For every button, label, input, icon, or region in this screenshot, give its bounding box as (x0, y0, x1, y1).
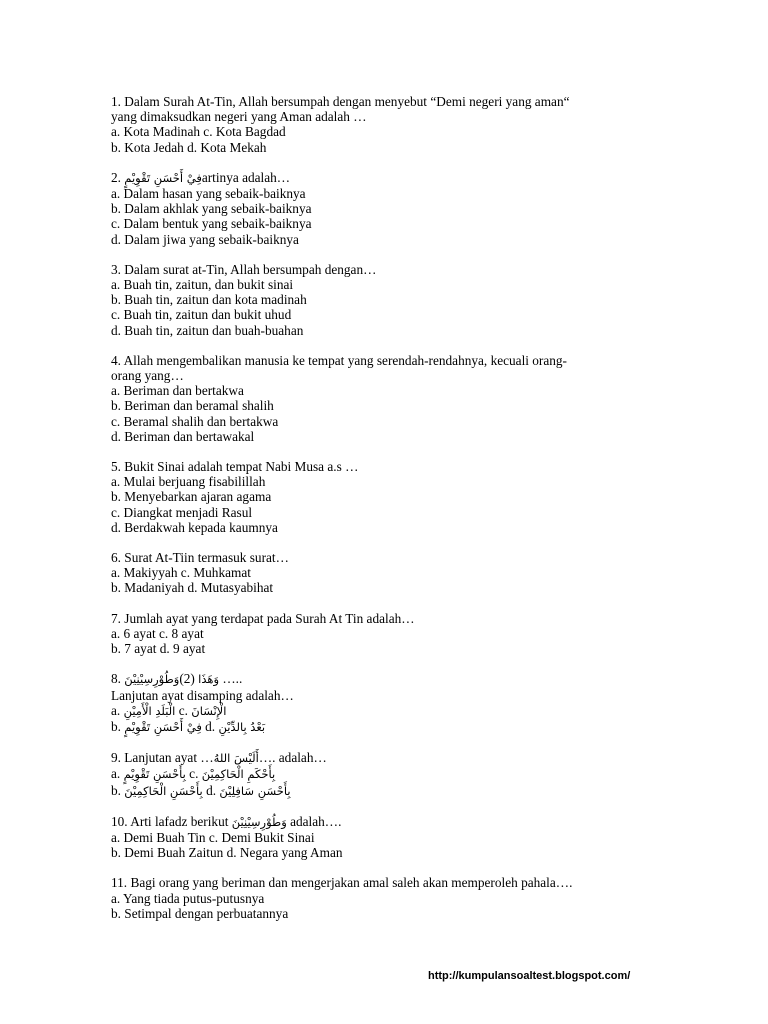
question-8 (111, 671, 651, 735)
answer-option: b. Dalam akhlak yang sebaik-baiknya (111, 201, 312, 217)
text-segment: 10. Arti lafadz berikut (111, 813, 232, 829)
text-segment: c. (175, 702, 192, 718)
arabic-text: بِأَحْكَمِ الْحَاكِمِيْنَ (201, 767, 276, 782)
question-stem (111, 170, 651, 186)
answer-option: d. Dalam jiwa yang sebaik-baiknya (111, 231, 299, 247)
answer-option: a. 6 ayat c. 8 ayat (111, 625, 204, 641)
arabic-text: بِأَحْسَنِ الْحَاكِمِيْنَ (124, 783, 203, 798)
answer-option: a. Kota Madinah c. Kota Bagdad (111, 124, 286, 140)
text-segment: …. adalah… (258, 750, 327, 766)
arabic-text: وَطُوْرِسِيْنِيْنَ (231, 814, 287, 829)
answer-option (111, 688, 651, 703)
question-stem (111, 750, 651, 766)
answer-option: d. Beriman dan bertawakal (111, 428, 255, 444)
question-7 (111, 611, 651, 657)
answer-option: orang yang… (111, 368, 184, 384)
question-number: 2. (111, 169, 125, 185)
question-stem: 1. Dalam Surah At-Tin, Allah bersumpah dengan menyebut “Demi negeri yang aman“ (111, 94, 570, 109)
arabic-text: بِأَحْسَنِ تَقْوِيْمٍ (123, 767, 186, 782)
question-4 (111, 353, 651, 444)
question-sheet (111, 94, 651, 936)
text-segment: Lanjutan ayat disamping adalah… (111, 687, 294, 703)
answer-option: a. Buah tin, zaitun, dan bukit sinai (111, 277, 294, 293)
text-segment: a. Demi Buah Tin c. Demi Bukit Sinai (111, 829, 315, 845)
answer-option: a. Yang tiada putus-putusnya (111, 890, 265, 906)
question-stem (111, 671, 651, 687)
question-stem (111, 814, 651, 830)
answer-option: a. Mulai berjuang fisabilillah (111, 474, 266, 490)
answer-option: c. Buah tin, zaitun dan bukit uhud (111, 307, 292, 323)
question-5 (111, 459, 651, 535)
question-3 (111, 262, 651, 338)
answer-option: b. Setimpal dengan perbuatannya (111, 905, 289, 921)
text-segment: b. Demi Buah Zaitun d. Negara yang Aman (111, 845, 343, 861)
text-segment: a. (111, 702, 124, 718)
text-segment: d. (202, 782, 220, 798)
question-stem: 7. Jumlah ayat yang terdapat pada Surah At Tin adalah… (111, 610, 415, 626)
answer-option (111, 766, 651, 782)
arabic-text: أَلَيْسَ اللهُ (213, 751, 259, 766)
arabic-text: وَهَذَا (198, 672, 220, 687)
question-stem: 5. Bukit Sinai adalah tempat Nabi Musa a.s … (111, 459, 359, 475)
question-text: artinya adalah… (201, 169, 291, 185)
answer-option (111, 845, 651, 860)
question-stem: 3. Dalam surat at-Tin, Allah bersumpah dengan… (111, 261, 377, 277)
question-10 (111, 814, 651, 861)
text-segment: d. (201, 718, 219, 734)
answer-option (111, 719, 651, 735)
text-segment: b. (111, 718, 125, 734)
question-1 (111, 94, 651, 155)
answer-option: b. 7 ayat d. 9 ayat (111, 641, 206, 657)
answer-option: a. Dalam hasan yang sebaik-baiknya (111, 186, 306, 202)
answer-option: b. Buah tin, zaitun dan kota madinah (111, 292, 307, 308)
arabic-text: الْإِنْسَانَ (191, 703, 227, 718)
arabic-text: فِيْ أَحْسَنِ تَقْوِيْمٍ (124, 719, 202, 734)
text-segment: b. (111, 782, 125, 798)
text-segment: (2) (179, 671, 199, 687)
arabic-text: وَطُوْرِسِيْنِيْنَ (124, 672, 180, 687)
answer-option (111, 830, 651, 845)
question-stem: 4. Allah mengembalikan manusia ke tempat yang serendah-rendahnya, kecuali orang- (111, 352, 567, 368)
question-2 (111, 170, 651, 247)
text-segment: adalah…. (286, 813, 342, 829)
answer-option: b. Beriman dan beramal shalih (111, 398, 274, 414)
text-segment: 8. (111, 671, 125, 687)
answer-option: a. Makiyyah c. Muhkamat (111, 565, 251, 581)
source-url[interactable]: http://kumpulansoaltest.blogspot.com/ (428, 970, 631, 982)
answer-option: d. Berdakwah kepada kaumnya (111, 519, 278, 535)
arabic-text: بِأَحْسَنِ سَافِلِيْنَ (219, 783, 291, 798)
answer-option: d. Buah tin, zaitun dan buah-buahan (111, 322, 304, 338)
question-6 (111, 550, 651, 596)
answer-option (111, 703, 651, 719)
answer-option (111, 783, 651, 799)
question-stem: 11. Bagi orang yang beriman dan mengerjakan amal saleh akan memperoleh pahala…. (111, 875, 573, 891)
text-segment: a. (111, 766, 124, 782)
arabic-text: فِيْ أَحْسَنِ تَقْوِيْمٍ (124, 170, 202, 185)
answer-option: b. Kota Jedah d. Kota Mekah (111, 139, 267, 155)
question-11 (111, 875, 651, 921)
arabic-text: الْبَلَدِ الْأَمِيْنِ (123, 703, 176, 718)
text-segment: ….. (219, 671, 243, 687)
answer-option: a. Beriman dan bertakwa (111, 383, 244, 399)
answer-option: yang dimaksudkan negeri yang Aman adalah … (111, 109, 367, 125)
text-segment: 9. Lanjutan ayat … (111, 750, 214, 766)
answer-option: c. Diangkat menjadi Rasul (111, 504, 253, 520)
text-segment: c. (185, 766, 202, 782)
answer-option: c. Beramal shalih dan bertakwa (111, 413, 279, 429)
answer-option: b. Menyebarkan ajaran agama (111, 489, 272, 505)
answer-option: b. Madaniyah d. Mutasyabihat (111, 580, 274, 596)
question-stem: 6. Surat At-Tiin termasuk surat… (111, 550, 289, 566)
arabic-text: بَعْدُ بِالدِّيْنِ (218, 719, 266, 734)
question-9 (111, 750, 651, 799)
answer-option: c. Dalam bentuk yang sebaik-baiknya (111, 216, 312, 232)
